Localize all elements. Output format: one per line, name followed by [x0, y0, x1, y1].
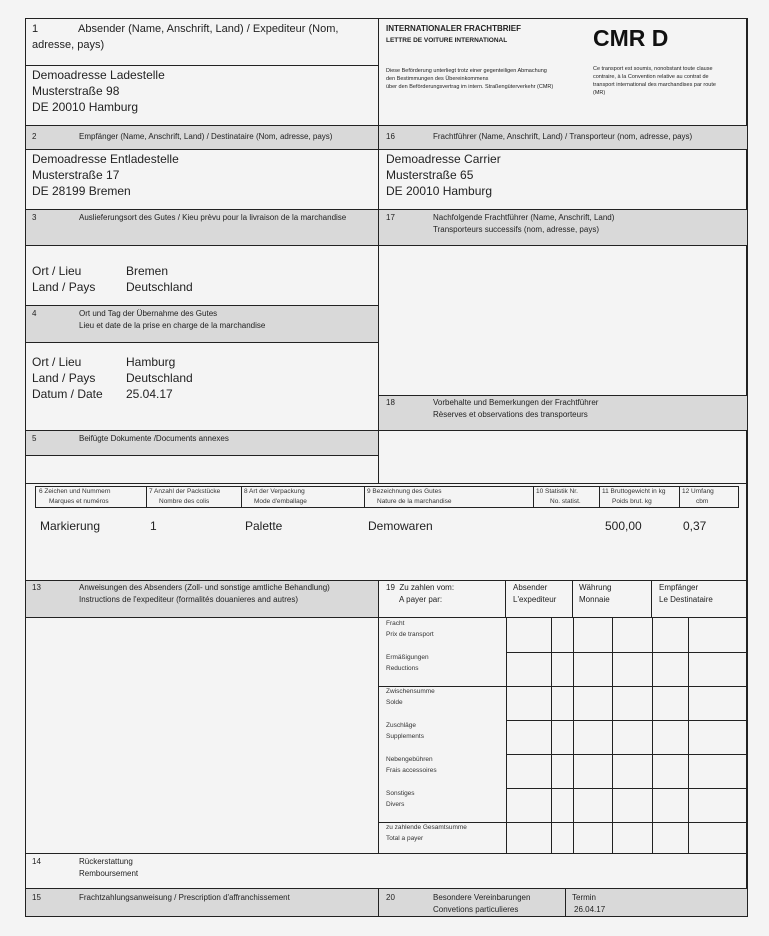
box-label: Besondere Vereinbarungen: [433, 893, 531, 902]
header-text: 7 Anzahl der Packstücke: [149, 488, 221, 495]
payment-cell[interactable]: [552, 619, 573, 652]
box-number: 16: [386, 132, 395, 141]
box-16-carrier[interactable]: [378, 149, 748, 210]
payment-cell[interactable]: [613, 687, 652, 720]
payment-cell[interactable]: [653, 823, 688, 855]
payment-cell[interactable]: [507, 823, 551, 855]
payment-cell[interactable]: [653, 653, 688, 686]
note-de: über den Beförderungsvertrag im intern. Straßengüterverkehr (CMR): [386, 84, 554, 90]
box-3-delivery-place[interactable]: [25, 245, 379, 306]
payment-cell[interactable]: [689, 619, 748, 652]
payment-row-label: Reductions: [386, 665, 419, 672]
payment-cell[interactable]: [552, 789, 573, 822]
column-divider: [679, 487, 680, 507]
payment-cell[interactable]: [653, 687, 688, 720]
payment-row-label: Ermäßigungen: [386, 654, 429, 661]
box-5-documents[interactable]: [25, 455, 379, 484]
payment-cell[interactable]: [574, 789, 612, 822]
box-17-successive-carriers[interactable]: [378, 245, 748, 396]
column-divider: [364, 487, 365, 507]
box-label: Absender (Name, Anschrift, Land) / Expediteur (Nom,: [78, 23, 339, 35]
box-13-header: [25, 580, 379, 618]
box-number: 19 Zu zahlen vom:: [386, 583, 455, 592]
payment-row-label: Divers: [386, 801, 405, 808]
box-18-remarks[interactable]: [378, 430, 748, 484]
payment-cell[interactable]: [552, 721, 573, 754]
payment-cell[interactable]: [653, 789, 688, 822]
column-header: Empfänger: [659, 583, 699, 592]
address-line: Demoadresse Entladestelle: [32, 152, 179, 166]
payment-cell[interactable]: [689, 687, 748, 720]
payment-cell[interactable]: [552, 687, 573, 720]
header-text: Poids brut. kg: [612, 498, 652, 505]
item-value[interactable]: Demowaren: [368, 519, 433, 533]
note-fr: (MR): [593, 90, 606, 96]
address-line: Musterstraße 98: [32, 84, 120, 98]
payment-row-label: Total a payer: [386, 835, 424, 842]
note-fr: contraire, à la Convention relative au contrat de: [593, 74, 709, 80]
box-label: Beifügte Dokumente /Documents annexes: [79, 434, 229, 443]
item-column-header: [149, 487, 238, 507]
field-label: Ort / Lieu: [32, 264, 82, 278]
address-line: Demoadresse Carrier: [386, 152, 501, 166]
field-label: Datum / Date: [32, 387, 103, 401]
payment-cell[interactable]: [507, 653, 551, 686]
title-fr: LETTRE DE VOITURE INTERNATIONAL: [386, 37, 508, 44]
box-number: 4: [32, 309, 37, 318]
payment-row-label: Solde: [386, 699, 403, 706]
payment-cell[interactable]: [507, 619, 551, 652]
box-label: Frachtführer (Name, Anschrift, Land) / Transporteur (nom, adresse, pays): [433, 132, 693, 141]
note-de: Diese Beförderung unterliegt trotz einer gegenteiligen Abmachung: [386, 68, 547, 74]
box-17-header: [378, 209, 748, 246]
header-text: cbm: [696, 498, 709, 505]
box-13-instructions[interactable]: [25, 617, 379, 854]
payment-cell[interactable]: [613, 653, 652, 686]
box-label: Auslieferungsort des Gutes / Kieu prèvu pour la livraison de la marchandise: [79, 213, 347, 222]
box-number: 15: [32, 893, 41, 902]
header-text: 6 Zeichen und Nummern: [39, 488, 111, 495]
box-label: Convetions particulieres: [433, 905, 519, 914]
box-label: adresse, pays): [32, 39, 105, 51]
payment-cell[interactable]: [574, 687, 612, 720]
termin-field[interactable]: [565, 888, 748, 917]
box-number: 18: [386, 398, 395, 407]
payment-cell[interactable]: [613, 755, 652, 788]
payment-cell[interactable]: [574, 619, 612, 652]
header-text: Nature de la marchandise: [377, 498, 452, 505]
payment-cell[interactable]: [613, 619, 652, 652]
address-line: Musterstraße 17: [32, 168, 120, 182]
payment-row-label: Supplements: [386, 733, 424, 740]
item-column-header: [39, 487, 143, 507]
box-label: Nachfolgende Frachtführer (Name, Anschrift, Land): [433, 213, 615, 222]
payment-cell[interactable]: [613, 721, 652, 754]
field-label: Ort / Lieu: [32, 355, 82, 369]
box-number: 20: [386, 893, 395, 902]
box-2-consignee[interactable]: [25, 149, 379, 210]
box-18-header: [378, 395, 748, 431]
field-label: Land / Pays: [32, 280, 96, 294]
box-15-payment-instructions[interactable]: [25, 888, 379, 917]
header-text: 9 Bezeichnung des Gutes: [367, 488, 442, 495]
payment-row-label: Nebengebühren: [386, 756, 433, 763]
note-fr: transport international des marchandises par route: [593, 82, 716, 88]
title-block: [378, 18, 748, 126]
payment-cell[interactable]: [653, 619, 688, 652]
payment-cell[interactable]: [574, 823, 612, 855]
box-2-header: [25, 125, 379, 150]
box-3-header: [25, 209, 379, 246]
address-line: Demoadresse Ladestelle: [32, 68, 165, 82]
header-text: No. statist.: [550, 498, 581, 505]
payment-cell[interactable]: [552, 653, 573, 686]
payment-row-label: Zuschläge: [386, 722, 416, 729]
payment-cell[interactable]: [689, 823, 748, 855]
title-de: INTERNATIONALER FRACHTBRIEF: [386, 24, 521, 33]
column-divider: [533, 487, 534, 507]
payment-cell[interactable]: [507, 721, 551, 754]
payment-row-label: Zwischensumme: [386, 688, 435, 695]
box-19-payment-table: [378, 617, 748, 854]
item-value[interactable]: Markierung: [40, 519, 101, 533]
field-label: Land / Pays: [32, 371, 96, 385]
column-divider: [599, 487, 600, 507]
payment-cell[interactable]: [689, 653, 748, 686]
payment-cell[interactable]: [613, 823, 652, 855]
box-label: A payer par:: [399, 595, 443, 604]
box-label: Rèserves et observations des transporteurs: [433, 410, 588, 419]
box-14-cash-on-delivery[interactable]: [25, 853, 748, 889]
note-de: den Bestimmungen des Übereinkommens: [386, 76, 489, 82]
box-label: Transporteurs successifs (nom, adresse, pays): [433, 225, 599, 234]
header-text: 12 Umfang: [682, 488, 714, 495]
box-label: Ort und Tag der Übernahme des Gutes: [79, 309, 218, 318]
payment-cell[interactable]: [653, 755, 688, 788]
box-number: 5: [32, 434, 37, 443]
note-fr: Ce transport est soumis, nonobstant toute clause: [593, 66, 713, 72]
payment-cell[interactable]: [613, 789, 652, 822]
box-1-sender[interactable]: [25, 18, 379, 126]
column-divider: [146, 487, 147, 507]
address-line: DE 20010 Hamburg: [386, 184, 493, 198]
payment-cell[interactable]: [574, 755, 612, 788]
header-text: 8 Art der Verpackung: [244, 488, 305, 495]
payment-cell[interactable]: [689, 789, 748, 822]
item-column-header: [244, 487, 361, 507]
payment-cell[interactable]: [552, 823, 573, 855]
box-label: Anweisungen des Absenders (Zoll- und sonstige amtliche Behandlung): [79, 583, 330, 592]
item-value[interactable]: 500,00: [605, 519, 642, 533]
termin-label: Termin: [572, 893, 597, 902]
item-column-header: [602, 487, 676, 507]
payment-cell[interactable]: [552, 755, 573, 788]
box-label: Remboursement: [79, 869, 139, 878]
field-value: Deutschland: [126, 280, 193, 294]
payment-cell[interactable]: [507, 755, 551, 788]
item-column-header: [682, 487, 737, 507]
address-line: Musterstraße 65: [386, 168, 474, 182]
column-header: Absender: [513, 583, 548, 592]
item-value[interactable]: 0,37: [683, 519, 707, 533]
payment-cell[interactable]: [574, 721, 612, 754]
box-4-header: [25, 305, 379, 343]
field-value: Hamburg: [126, 355, 176, 369]
items-header-row: [35, 486, 739, 508]
field-value: Deutschland: [126, 371, 193, 385]
box-label: Lieu et date de la prise en charge de la marchandise: [79, 321, 266, 330]
box-label: Vorbehalte und Bemerkungen der Frachtführer: [433, 398, 599, 407]
header-text: 10 Statistik Nr.: [536, 488, 578, 495]
payment-cell[interactable]: [689, 755, 748, 788]
column-header: Le Destinataire: [659, 595, 713, 604]
box-4-pickup[interactable]: [25, 342, 379, 431]
payment-row-label: Sonstiges: [386, 790, 415, 797]
column-header: L'expediteur: [513, 595, 557, 604]
payment-cell[interactable]: [574, 653, 612, 686]
box-number: 3: [32, 213, 37, 222]
box-number: 14: [32, 857, 41, 866]
termin-value: 26.04.17: [574, 905, 606, 914]
column-header: Monnaie: [579, 595, 610, 604]
box-16-header: [378, 125, 748, 150]
box-20-special-agreements[interactable]: [378, 888, 566, 917]
box-number: 1: [32, 23, 39, 35]
box-label: Frachtzahlungsanweisung / Prescription d'affranchissement: [79, 893, 290, 902]
payment-row-label: Frais accessoires: [386, 767, 437, 774]
item-value[interactable]: Palette: [245, 519, 283, 533]
header-text: Marques et numéros: [49, 498, 109, 505]
box-label: Empfänger (Name, Anschrift, Land) / Destinataire (Nom, adresse, pays): [79, 132, 333, 141]
cmr-code: CMR D: [593, 25, 669, 51]
box-number: 17: [386, 213, 395, 222]
payment-row-label: Fracht: [386, 620, 405, 627]
payment-row-label: zu zahlende Gesamtsumme: [386, 824, 467, 831]
item-value[interactable]: 1: [150, 519, 157, 533]
column-header: Währung: [579, 583, 612, 592]
payment-row-label: Prix de transport: [386, 631, 434, 638]
column-divider: [241, 487, 242, 507]
field-value: Bremen: [126, 264, 169, 278]
payment-cell[interactable]: [689, 721, 748, 754]
payment-cell[interactable]: [507, 789, 551, 822]
address-line: DE 28199 Bremen: [32, 184, 131, 198]
box-number: 13: [32, 583, 41, 592]
payment-cell[interactable]: [507, 687, 551, 720]
box-5-header: [25, 430, 379, 456]
address-line: DE 20010 Hamburg: [32, 100, 139, 114]
box-19-header: [378, 580, 748, 618]
header-text: 11 Bruttogewicht in kg: [602, 488, 666, 495]
box-label: Rückerstattung: [79, 857, 133, 866]
payment-cell[interactable]: [653, 721, 688, 754]
item-column-header: [536, 487, 596, 507]
box-label: Instructions de l'expediteur (formalités douanieres and autres): [79, 595, 298, 604]
header-text: Mode d'emballage: [254, 498, 307, 505]
header-text: Nombre des colis: [159, 498, 210, 505]
field-value: 25.04.17: [126, 387, 173, 401]
item-column-header: [367, 487, 530, 507]
box-number: 2: [32, 132, 37, 141]
